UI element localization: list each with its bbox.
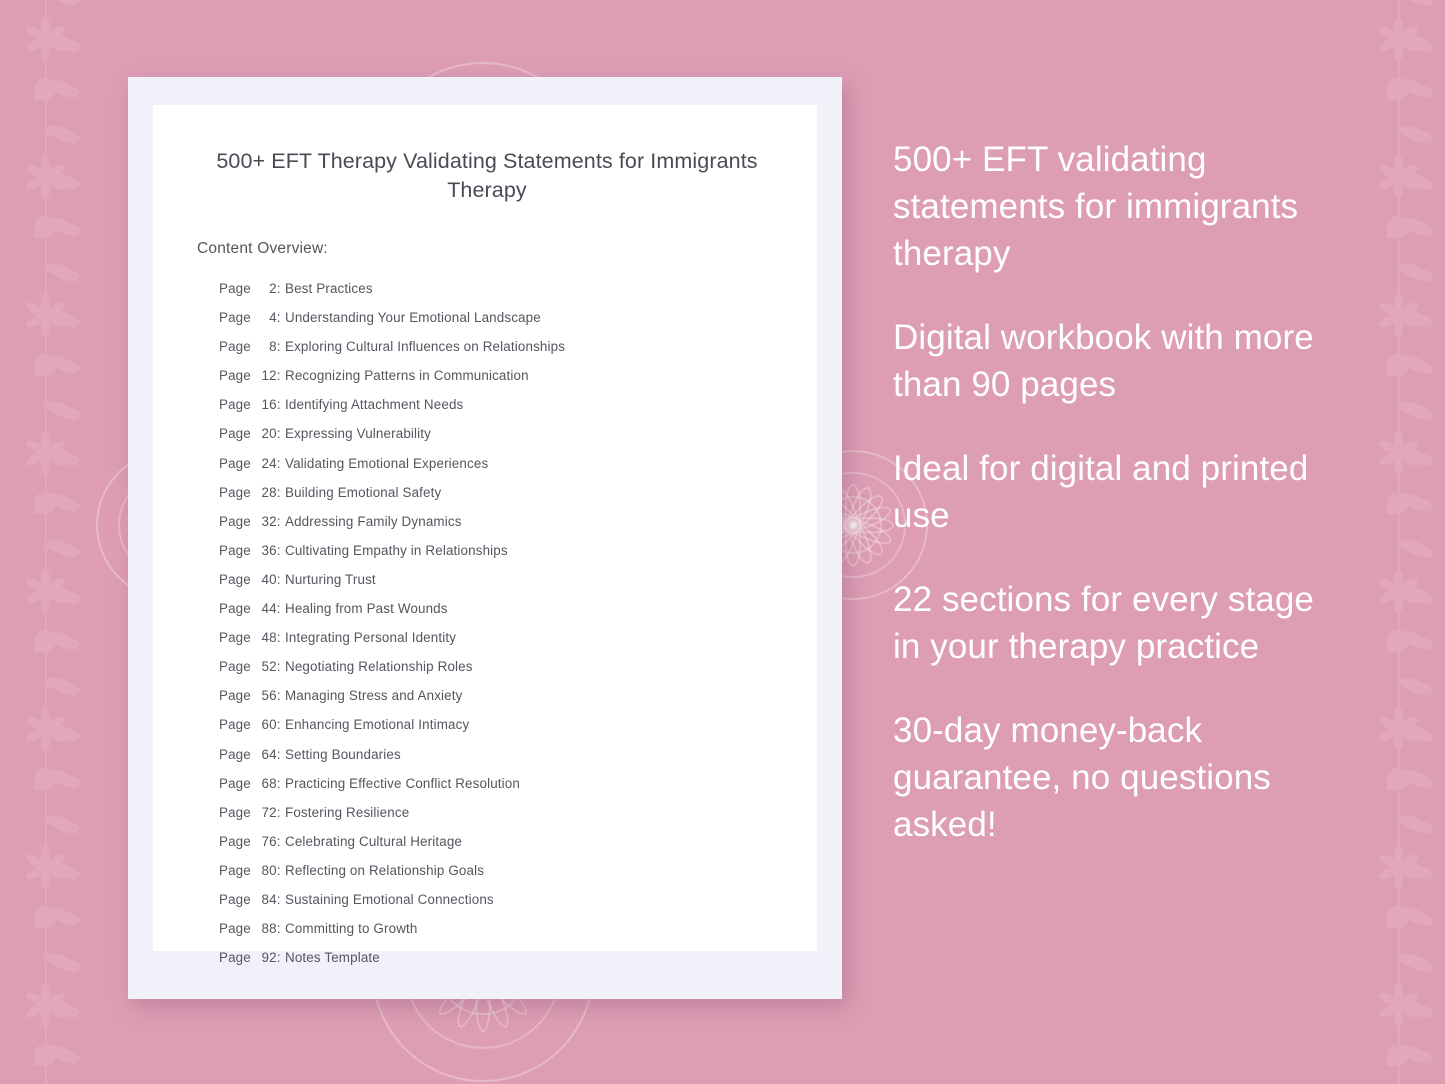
toc-entry-title: Expressing Vulnerability bbox=[285, 426, 432, 442]
vine-bud bbox=[1387, 216, 1409, 238]
marketing-point: 500+ EFT validating statements for immigrants therapy bbox=[893, 140, 1299, 273]
toc-row bbox=[219, 827, 777, 856]
toc-page-number: Page 48: bbox=[219, 623, 281, 652]
vine-leaf bbox=[1398, 0, 1434, 10]
toc-row bbox=[219, 943, 777, 972]
vine-leaf bbox=[45, 903, 81, 930]
vine-leaf bbox=[45, 305, 81, 332]
vine-leaf bbox=[45, 581, 81, 608]
floral-border-right bbox=[1353, 0, 1445, 1084]
toc-page-number: Page 36: bbox=[219, 536, 281, 565]
toc-page-word: Page bbox=[219, 571, 251, 587]
vine-bud bbox=[34, 492, 56, 514]
toc-row bbox=[219, 303, 777, 332]
toc-page-number: Page 24: bbox=[219, 449, 281, 478]
vine-leaf bbox=[45, 1041, 81, 1068]
toc-entry-title: Practicing Effective Conflict Resolution bbox=[285, 775, 520, 791]
vine-bud bbox=[1387, 78, 1409, 100]
marketing-point: Ideal for digital and printed use bbox=[893, 449, 1309, 535]
toc-row bbox=[219, 885, 777, 914]
toc-page-word: Page bbox=[219, 397, 251, 413]
vine-flower-icon bbox=[1375, 568, 1421, 614]
toc-page-value: 92 bbox=[261, 950, 277, 966]
toc-entry-title: Notes Template bbox=[285, 950, 380, 966]
toc-row bbox=[219, 652, 777, 681]
mandala-petal bbox=[847, 519, 887, 559]
toc-page-value: 88 bbox=[261, 921, 277, 937]
toc-page-word: Page bbox=[219, 455, 251, 471]
toc-page-number: Page 56: bbox=[219, 681, 281, 710]
toc-page-word: Page bbox=[219, 950, 251, 966]
toc-page-value: 60 bbox=[261, 717, 277, 733]
toc-entry-title: Celebrating Cultural Heritage bbox=[285, 833, 463, 849]
toc-page-number: Page 44: bbox=[219, 594, 281, 623]
vine-leaf bbox=[45, 673, 81, 700]
toc-page-number: Page 84: bbox=[219, 885, 281, 914]
toc-page-word: Page bbox=[219, 659, 251, 675]
vine-stem bbox=[1398, 0, 1400, 1084]
toc-row bbox=[219, 390, 777, 419]
vine-leaf bbox=[1398, 673, 1434, 700]
toc-page-number: Page 28: bbox=[219, 478, 281, 507]
toc-entry-title: Addressing Family Dynamics bbox=[285, 513, 462, 529]
vine-leaf bbox=[45, 535, 81, 562]
vine-leaf bbox=[45, 857, 81, 884]
mandala-petal bbox=[853, 517, 894, 533]
vine-leaf bbox=[1398, 949, 1434, 976]
toc-entry-title: Fostering Resilience bbox=[285, 804, 410, 820]
toc-page-number: Page 16: bbox=[219, 390, 281, 419]
vine-leaf bbox=[1398, 213, 1434, 240]
toc-page-number: Page 8: bbox=[219, 332, 281, 361]
mandala-petal bbox=[850, 502, 894, 533]
toc-row bbox=[219, 274, 777, 303]
vine-leaf bbox=[45, 397, 81, 424]
toc-page-number: Page 64: bbox=[219, 740, 281, 769]
vine-bud bbox=[34, 630, 56, 652]
toc-page-word: Page bbox=[219, 339, 251, 355]
toc-page-number: Page 60: bbox=[219, 710, 281, 739]
toc-entry-title: Nurturing Trust bbox=[285, 571, 376, 587]
toc-page-number: Page 80: bbox=[219, 856, 281, 885]
toc-page-word: Page bbox=[219, 746, 251, 762]
vine-leaf bbox=[1398, 581, 1434, 608]
page-title: 500+ EFT Therapy Validating Statements for Immigrants Therapy bbox=[216, 149, 758, 202]
toc-page-value: 24 bbox=[261, 455, 277, 471]
vine-leaf bbox=[45, 995, 81, 1022]
toc-row bbox=[219, 798, 777, 827]
toc-page-word: Page bbox=[219, 368, 251, 384]
toc-page-value: 56 bbox=[261, 688, 277, 704]
toc-row bbox=[219, 419, 777, 448]
toc-entry-title: Identifying Attachment Needs bbox=[285, 397, 464, 413]
marketing-point: 22 sections for every stage in your therapy practice bbox=[893, 580, 1314, 666]
vine-bud bbox=[1387, 768, 1409, 790]
toc-page-value: 84 bbox=[261, 891, 277, 907]
vine-leaf bbox=[1398, 397, 1434, 424]
vine-bud bbox=[34, 354, 56, 376]
toc-page-word: Page bbox=[219, 310, 251, 326]
toc-entry-title: Reflecting on Relationship Goals bbox=[285, 862, 485, 878]
vine-flower-icon bbox=[1375, 16, 1421, 62]
vine-leaf bbox=[45, 29, 81, 56]
toc-page-word: Page bbox=[219, 804, 251, 820]
toc-entry-title: Enhancing Emotional Intimacy bbox=[285, 717, 470, 733]
vine-flower-icon bbox=[22, 706, 68, 752]
toc-entry-title: Integrating Personal Identity bbox=[285, 630, 457, 646]
toc-page-number: Page 76: bbox=[219, 827, 281, 856]
toc-entry-title: Committing to Growth bbox=[285, 921, 418, 937]
vine-flower-icon bbox=[1375, 706, 1421, 752]
toc-page-word: Page bbox=[219, 484, 251, 500]
vine-leaf bbox=[45, 811, 81, 838]
toc-page-value: 32 bbox=[261, 513, 277, 529]
table-of-contents bbox=[197, 274, 777, 972]
vine-bud bbox=[1387, 1044, 1409, 1066]
vine-flower-icon bbox=[22, 982, 68, 1028]
vine-flower-icon bbox=[1375, 982, 1421, 1028]
toc-row bbox=[219, 565, 777, 594]
content-overview-label: Content Overview: bbox=[197, 240, 328, 257]
vine-leaf bbox=[45, 259, 81, 286]
vine-flower-icon bbox=[1375, 430, 1421, 476]
vine-bud bbox=[1387, 906, 1409, 928]
vine-bud bbox=[1387, 354, 1409, 376]
toc-entry-title: Validating Emotional Experiences bbox=[285, 455, 489, 471]
page-sheet bbox=[153, 105, 817, 966]
toc-page-value: 44 bbox=[261, 601, 277, 617]
vine-bud bbox=[1387, 492, 1409, 514]
vine-leaf bbox=[1398, 29, 1434, 56]
toc-entry-title: Setting Boundaries bbox=[285, 746, 401, 762]
toc-row bbox=[219, 769, 777, 798]
vine-leaf bbox=[45, 75, 81, 102]
toc-page-value: 8 bbox=[269, 339, 277, 355]
toc-page-value: 20 bbox=[261, 426, 277, 442]
toc-entry-title: Understanding Your Emotional Landscape bbox=[285, 310, 541, 326]
toc-page-value: 40 bbox=[261, 571, 277, 587]
vine-bud bbox=[34, 768, 56, 790]
toc-page-number: Page 52: bbox=[219, 652, 281, 681]
toc-page-word: Page bbox=[219, 688, 251, 704]
vine-flower-icon bbox=[1375, 154, 1421, 200]
toc-row bbox=[219, 478, 777, 507]
toc-row bbox=[219, 740, 777, 769]
mandala-petal bbox=[845, 484, 861, 525]
vine-flower-icon bbox=[22, 430, 68, 476]
mandala-petal bbox=[845, 525, 861, 566]
toc-page-word: Page bbox=[219, 281, 251, 296]
vine-leaf bbox=[1398, 627, 1434, 654]
toc-page-word: Page bbox=[219, 426, 251, 442]
toc-page-value: 52 bbox=[261, 659, 277, 675]
toc-page-value: 80 bbox=[261, 862, 277, 878]
toc-entry-title: Managing Stress and Anxiety bbox=[285, 688, 463, 704]
toc-page-number: Page 32: bbox=[219, 507, 281, 536]
vine-bud bbox=[1387, 630, 1409, 652]
toc-row bbox=[219, 536, 777, 565]
toc-page-value: 12 bbox=[261, 368, 277, 384]
toc-page-value: 28 bbox=[261, 484, 277, 500]
mandala-petal bbox=[846, 522, 877, 566]
marketing-points bbox=[893, 136, 1323, 848]
toc-entry-title: Cultivating Empathy in Relationships bbox=[285, 542, 508, 558]
vine-leaf bbox=[1398, 719, 1434, 746]
toc-page-word: Page bbox=[219, 775, 251, 791]
toc-page-word: Page bbox=[219, 630, 251, 646]
toc-page-word: Page bbox=[219, 542, 251, 558]
mandala-petal bbox=[850, 518, 894, 549]
vine-leaf bbox=[1398, 995, 1434, 1022]
toc-page-value: 48 bbox=[261, 630, 277, 646]
toc-page-number: Page 72: bbox=[219, 798, 281, 827]
vine-flower-icon bbox=[1375, 292, 1421, 338]
toc-row bbox=[219, 710, 777, 739]
vine-stem bbox=[45, 0, 47, 1084]
document-preview bbox=[128, 77, 842, 999]
toc-page-value: 68 bbox=[261, 775, 277, 791]
toc-row bbox=[219, 449, 777, 478]
toc-row bbox=[219, 681, 777, 710]
toc-row bbox=[219, 914, 777, 943]
toc-page-value: 36 bbox=[261, 542, 277, 558]
vine-leaf bbox=[45, 765, 81, 792]
vine-leaf bbox=[1398, 121, 1434, 148]
toc-entry-title: Negotiating Relationship Roles bbox=[285, 659, 473, 675]
vine-leaf bbox=[1398, 351, 1434, 378]
vine-leaf bbox=[45, 167, 81, 194]
page-mat bbox=[128, 77, 842, 999]
toc-page-number: Page 12: bbox=[219, 361, 281, 390]
toc-row bbox=[219, 332, 777, 361]
toc-page-word: Page bbox=[219, 891, 251, 907]
toc-page-number: Page 20: bbox=[219, 419, 281, 448]
vine-flower-icon bbox=[22, 292, 68, 338]
vine-leaf bbox=[1398, 765, 1434, 792]
toc-page-value: 64 bbox=[261, 746, 277, 762]
toc-row bbox=[219, 594, 777, 623]
vine-leaf bbox=[1398, 75, 1434, 102]
vine-leaf bbox=[1398, 811, 1434, 838]
vine-leaf bbox=[1398, 903, 1434, 930]
toc-page-number: Page 40: bbox=[219, 565, 281, 594]
toc-entry-title: Best Practices bbox=[285, 281, 373, 296]
vine-leaf bbox=[1398, 535, 1434, 562]
vine-leaf bbox=[1398, 259, 1434, 286]
vine-leaf bbox=[1398, 305, 1434, 332]
vine-leaf bbox=[45, 949, 81, 976]
vine-leaf bbox=[45, 719, 81, 746]
vine-leaf bbox=[1398, 443, 1434, 470]
vine-leaf bbox=[45, 489, 81, 516]
toc-entry-title: Building Emotional Safety bbox=[285, 484, 442, 500]
vine-flower-icon bbox=[1375, 844, 1421, 890]
vine-flower-icon bbox=[22, 16, 68, 62]
toc-entry-title: Sustaining Emotional Connections bbox=[285, 891, 494, 907]
mandala-petal bbox=[846, 484, 877, 528]
vine-leaf bbox=[1398, 167, 1434, 194]
vine-leaf bbox=[45, 351, 81, 378]
toc-page-value: 72 bbox=[261, 804, 277, 820]
toc-page-word: Page bbox=[219, 921, 251, 937]
vine-leaf bbox=[45, 213, 81, 240]
mandala-petal bbox=[847, 490, 887, 530]
toc-entry-title: Recognizing Patterns in Communication bbox=[285, 368, 529, 384]
toc-page-number: Page 2: bbox=[219, 274, 281, 303]
toc-page-value: 76 bbox=[261, 833, 277, 849]
vine-flower-icon bbox=[22, 568, 68, 614]
vine-bud bbox=[34, 78, 56, 100]
toc-page-number: Page 4: bbox=[219, 303, 281, 332]
vine-bud bbox=[34, 1044, 56, 1066]
vine-bud bbox=[34, 906, 56, 928]
vine-leaf bbox=[45, 0, 81, 10]
toc-page-value: 2 bbox=[269, 281, 277, 296]
marketing-point: 30-day money-back guarantee, no questions asked! bbox=[893, 711, 1271, 844]
vine-leaf bbox=[1398, 857, 1434, 884]
toc-row bbox=[219, 856, 777, 885]
toc-page-value: 4 bbox=[269, 310, 277, 326]
vine-leaf bbox=[45, 121, 81, 148]
toc-page-word: Page bbox=[219, 513, 251, 529]
vine-bud bbox=[34, 216, 56, 238]
vine-leaf bbox=[45, 443, 81, 470]
toc-page-word: Page bbox=[219, 862, 251, 878]
toc-page-word: Page bbox=[219, 601, 251, 617]
toc-page-number: Page 92: bbox=[219, 943, 281, 972]
marketing-point: Digital workbook with more than 90 pages bbox=[893, 318, 1314, 404]
toc-page-value: 16 bbox=[261, 397, 277, 413]
floral-border-left bbox=[0, 0, 92, 1084]
vine-leaf bbox=[45, 627, 81, 654]
toc-row bbox=[219, 507, 777, 536]
toc-page-word: Page bbox=[219, 717, 251, 733]
vine-leaf bbox=[1398, 1041, 1434, 1068]
vine-leaf bbox=[1398, 489, 1434, 516]
toc-page-number: Page 88: bbox=[219, 914, 281, 943]
toc-row bbox=[219, 623, 777, 652]
toc-row bbox=[219, 361, 777, 390]
toc-page-number: Page 68: bbox=[219, 769, 281, 798]
toc-entry-title: Exploring Cultural Influences on Relationships bbox=[285, 339, 566, 355]
vine-flower-icon bbox=[22, 154, 68, 200]
vine-flower-icon bbox=[22, 844, 68, 890]
toc-page-word: Page bbox=[219, 833, 251, 849]
toc-entry-title: Healing from Past Wounds bbox=[285, 601, 448, 617]
